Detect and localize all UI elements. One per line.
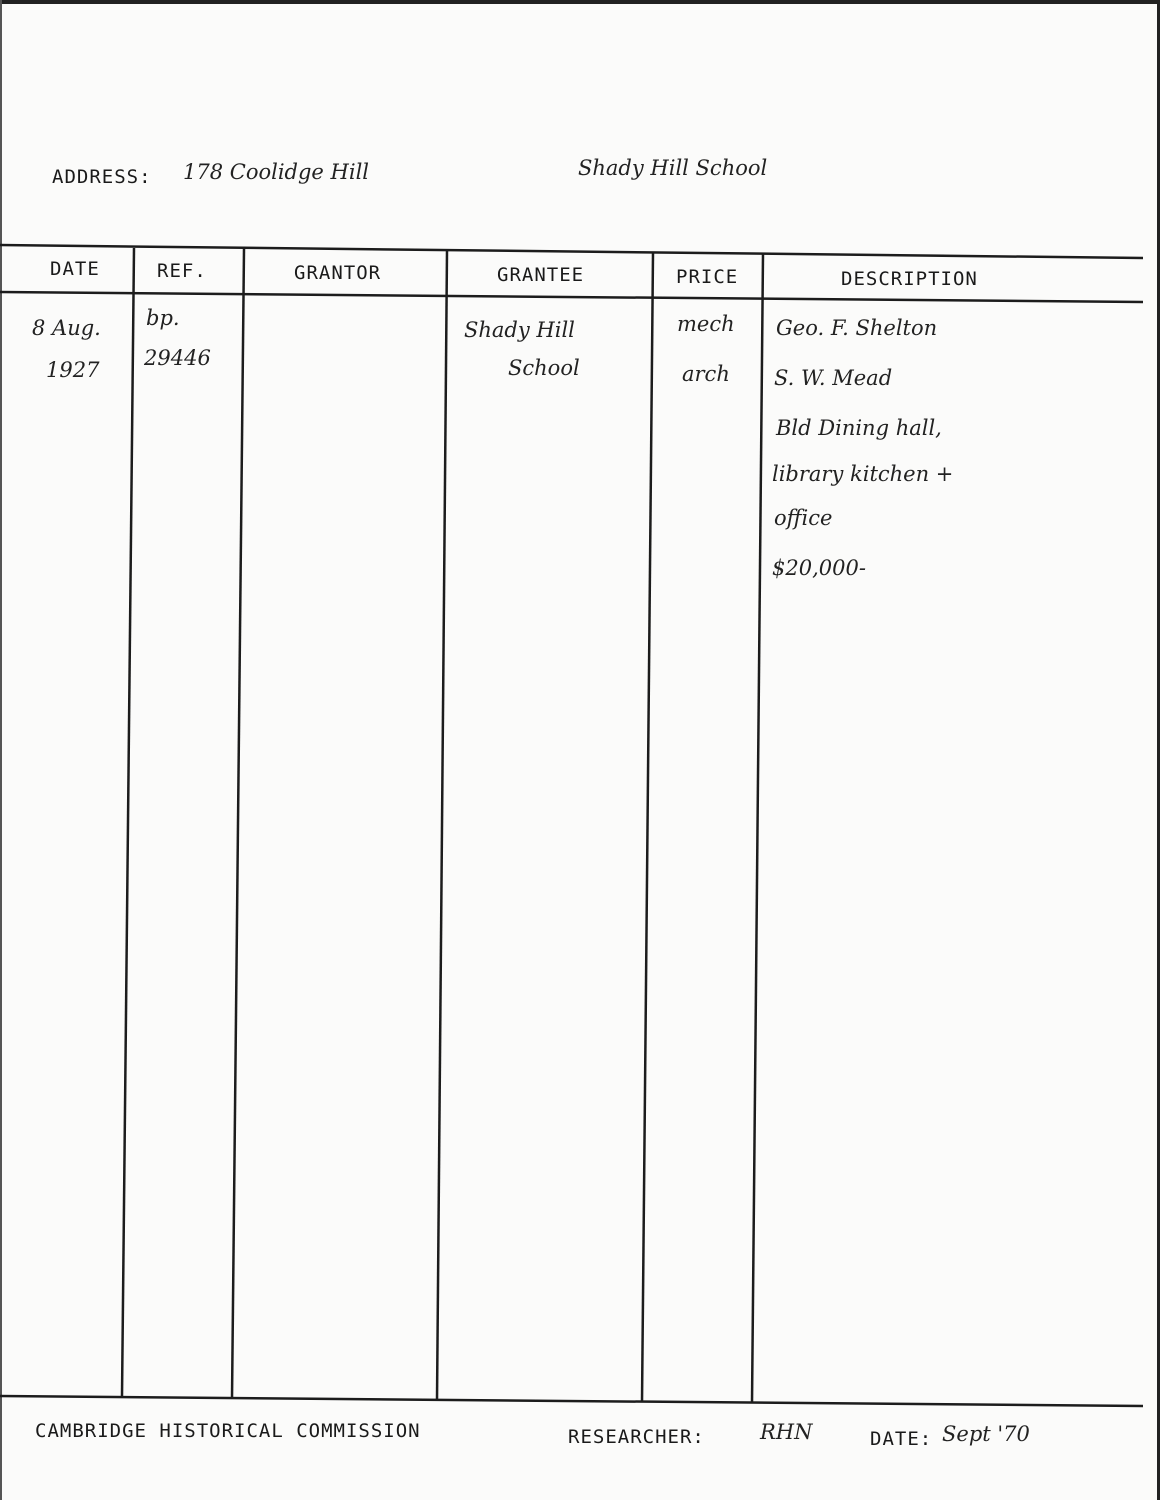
column-header-ref: REF. bbox=[157, 260, 207, 282]
row-date-year: 1927 bbox=[46, 358, 100, 382]
column-header-description: DESCRIPTION bbox=[841, 268, 978, 290]
row-description-line3: Bld Dining hall, bbox=[776, 416, 942, 440]
address-label: ADDRESS: bbox=[52, 166, 152, 188]
row-price-line2: arch bbox=[682, 362, 730, 386]
row-description-line6: $20,000- bbox=[772, 556, 866, 580]
row-description-line2: S. W. Mead bbox=[774, 366, 893, 390]
address-value: 178 Coolidge Hill bbox=[183, 160, 369, 184]
row-price-line1: mech bbox=[677, 312, 735, 336]
row-description-line5: office bbox=[774, 506, 833, 530]
row-description-line1: Geo. F. Shelton bbox=[776, 316, 938, 340]
row-grantee-line2: School bbox=[508, 356, 580, 380]
row-ref-prefix: bp. bbox=[146, 306, 180, 330]
footer-date-label: DATE: bbox=[870, 1428, 933, 1450]
column-header-grantee: GRANTEE bbox=[497, 264, 585, 286]
footer-researcher-label: RESEARCHER: bbox=[568, 1426, 705, 1448]
property-name: Shady Hill School bbox=[578, 156, 768, 180]
column-header-date: DATE bbox=[50, 258, 100, 280]
footer-researcher-value: RHN bbox=[760, 1420, 813, 1444]
column-header-grantor: GRANTOR bbox=[294, 262, 382, 284]
row-ref-number: 29446 bbox=[144, 346, 211, 370]
row-description-line4: library kitchen + bbox=[772, 462, 954, 486]
footer-organization: CAMBRIDGE HISTORICAL COMMISSION bbox=[35, 1420, 421, 1442]
footer-date-value: Sept '70 bbox=[942, 1422, 1030, 1446]
column-header-price: PRICE bbox=[676, 266, 739, 288]
row-grantee-line1: Shady Hill bbox=[464, 318, 575, 342]
row-date-day: 8 Aug. bbox=[32, 316, 101, 340]
